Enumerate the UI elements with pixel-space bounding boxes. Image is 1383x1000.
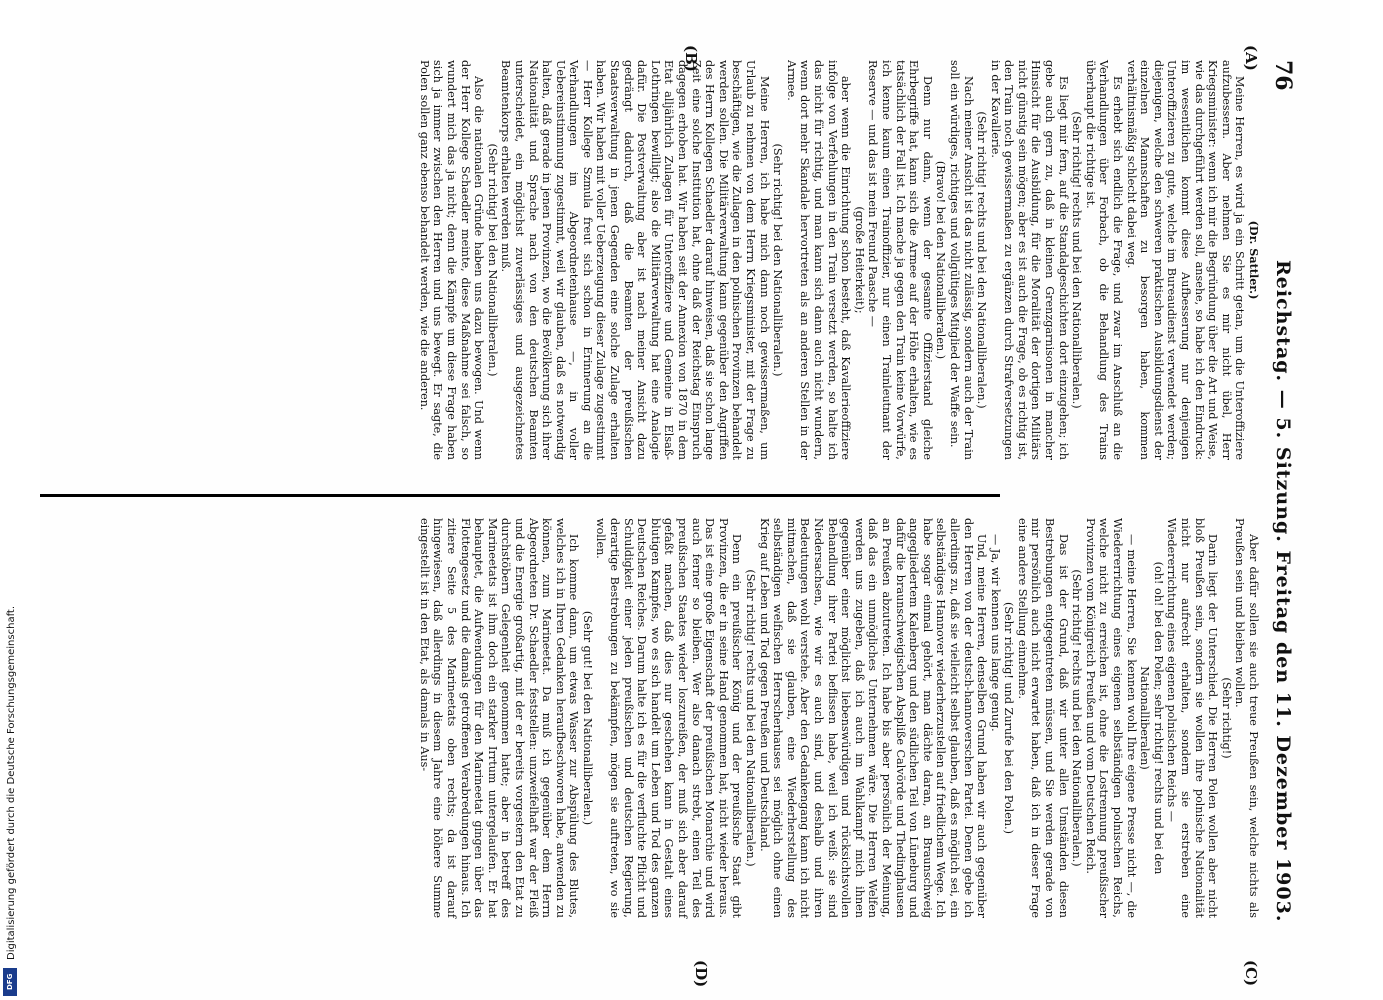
- speaker-name: (Dr. Sattler.): [1247, 220, 1261, 300]
- page-header: [1268, 60, 1298, 940]
- header-title: Reichstag. — 5. Sitzung. Freitag den 11. Dezember 1903.: [1272, 260, 1294, 923]
- scanned-page: [40, 0, 1350, 1000]
- margin-letter-d: (D): [692, 960, 710, 988]
- paragraph: — meine Herren, Sie kennen wohl Ihre eigene Presse nicht —, die Wiedererrichtung eines eigenen selbständigen polnischen Reichs, welche nicht zu erreichen ist, ohne die Lostrennung preußischer Provinzen vom Königreich Preußen und vom Deutschen Reich.: [1083, 518, 1138, 918]
- interjection: (Sehr gut! bei den Nationalliberalen.): [580, 610, 594, 826]
- interjection: (Bravo! bei den Nationalliberalen.): [934, 160, 948, 360]
- paragraph: Denn ein preußischer König und der preußische Staat gibt Provinzen, die er in seine Hand genommen hat, nicht wieder heraus. Das ist eine große Eigenschaft der preußischen Monarchie und wird auch ferner so bleiben. Wer also danach strebt, einen Teil des preußischen Staates wieder loszureißen, der muß sich aber darauf gefaßt machen, daß dies nur geschehen kann in Gestalt eines blutigen Kampfes, wo es sich handelt um Leben und Tod des ganzen Deutschen Reiches. Darum halte ich es für die verfluchte Pflicht und Schuldigkeit einer jeden preußischen und deutschen Regierung, derartige Bestrebungen zu bekämpfen, mögen sie auftreten, wo sie wollen.: [594, 518, 744, 918]
- paragraph: Nach meiner Ansicht ist das nicht zulässig, sondern auch der Train soll ein würdiges, richtiges und vollgültiges Mitglied der Waffe sein.: [947, 60, 975, 460]
- column-divider: [40, 494, 1000, 497]
- paragraph: Das ist der Grund, daß wir unter allen Umständen diesen Bestrebungen entgegentreten müssen, und Sie werden gerade von mir persönlich auch nicht erwartet haben, daß ich in dieser Frage eine andere Stellung einnehme.: [1015, 518, 1070, 918]
- left-column: [417, 60, 1260, 460]
- interjection: (Sehr richtig! bei den Nationalliberalen.): [771, 143, 785, 377]
- footer-credit-strip: [2, 0, 28, 1000]
- dfg-logo: DFG: [3, 968, 17, 996]
- paragraph: Also die nationalen Gründe haben uns dazu bewogen. Und wenn der Herr Kollege Schaedler meinte, diese Maßnahme sei falsch, so wundert mich das ja nicht; denn die Kämpfe um diese Frage haben sich ja immer zwischen den Herren und uns bewegt. Er sagte, die Polen sollen ganz ebenso behandelt werden, wie die anderen.: [417, 60, 486, 460]
- paragraph: Meine Herren, es wird ja ein Schritt getan, um die Unteroffiziere aufzubessern. Aber nehmen Sie es mir nicht übel, Herr Kriegsminister: wenn ich mir die Begründung über die Art und Weise, wie das durchgeführt werden soll, ansehe, so habe ich den Eindruck: im wesentlichen kommt diese Aufbesserung nur denjenigen Unteroffizieren zu gute, welche im Bureaudienst verwendet werden; diejenigen, welche den schweren praktischen Ausbildungsdienst der einzelnen Mannschaften zu besorgen haben, kommen verhältnismäßig schlecht dabei weg.: [1124, 60, 1247, 460]
- interjection: (Sehr richtig! rechts und bei den Nationalliberalen.): [1070, 569, 1084, 867]
- interjection: (Sehr richtig! rechts und bei den Nationalliberalen.): [975, 111, 989, 409]
- interjection: (oh! oh! bei den Polen; sehr richtig! rechts und bei den Nationalliberalen): [1138, 561, 1165, 875]
- paragraph: Meine Herren, ich habe mich dann noch gewissermaßen, um Urlaub zu nehmen von dem Herrn Kriegsminister, mit der Frage zu beschäftigen, wie die Zulagen in den polnischen Provinzen behandelt werden sollen. Die Militärverwaltung kann gegenüber den Angriffen des Herrn Kollegen Schaedler darauf hinweisen, daß sie schon lange Zeit eine solche Institution hat, ohne daß der Reichstag Einspruch dagegen erhoben hat. Wir haben seit der Annexion von 1870 in dem Etat alljährlich Zulagen für Unteroffiziere und Gemeine in Elsaß-Lothringen bewilligt; also die Militärverwaltung hat eine Analogie dafür. Die Postverwaltung aber ist nach meiner Ansicht dazu gedrängt dadurch, daß die Beamten der preußischen Staatsverwaltung in jenen Gegenden eine solche Zulage erhalten haben. Wir haben mit voller Ueberzeugung dieser Zulage zugestimmt — Herr Kollege Szmula freut sich schon in Erinnerung an die Verhandlungen im Abgeordnetenhause —, in voller Uebereinstimmung zugestimmt, weil wir glauben, daß es notwendig halten, daß gerade in jenen Provinzen, wo die Bevölkerung sich ihrer Nationalität und Sprache nach von den deutschen Beamten unterscheidet, ein möglichst zuverlässiges und ausgezeichnetes Beamtenkorps erhalten werden muß.: [499, 60, 771, 460]
- interjection: (große Heiterkeit);: [852, 206, 866, 314]
- interjection: (Sehr richtig! und Zurufe bei den Polen.): [1002, 601, 1016, 834]
- interjection: (Sehr richtig! bei den Nationalliberalen.): [485, 143, 499, 377]
- margin-letter-c: (C): [1242, 960, 1260, 987]
- interjection: (Sehr richtig! rechts und bei den Nationalliberalen.): [1070, 111, 1084, 409]
- interjection: (Sehr richtig!): [1219, 677, 1233, 759]
- paragraph: Ich komme dann, um etwas Wasser zur Abspülung des Blutes, welches ich in Ihren Gedanken heraufbeschworen habe, anwenden zu können, zum Marineetat. Da muß ich gegenüber dem Herrn Abgeordneten Dr. Schaedler feststellen: unzweifelhaft war der Fleiß und die Energie großartig, mit der er bereits vorgestern den Etat zu durchstöbern Gelegenheit genommen hatte; aber in betreff des Marineetats ist ihm doch ein starker Irrtum untergelaufen. Er hat behauptet, die Aufwendungen für den Marineetat gingen über das Flottengesetz und die damals getroffenen Verabredungen hinaus. Ich zitiere Seite 5 des Marineetats oben rechts; da ist darauf hingewiesen, daß allerdings in diesem Jahre eine höhere Summe eingestellt ist in den Etat, als damals in Aus-: [417, 518, 581, 918]
- paragraph: Aber dafür sollen sie auch treue Preußen sein, welche nichts als Preußen sein und bleiben wollen.: [1233, 518, 1260, 918]
- paragraph: aber wenn die Einrichtung schon besteht, daß Kavallerieoffiziere infolge von Verfehlungen in den Train versetzt werden, so halte ich das nicht für richtig, und man kann sich dann auch nicht wundern, wenn dort mehr Skandale hervortreten als an anderen Stellen in der Armee.: [784, 60, 853, 460]
- paragraph: Und, meine Herren, denselben Grund haben wir auch gegenüber den Herren von der deutsch-hannoverschen Partei. Denen gebe ich allerdings zu, daß sie vielleicht selbst glauben, daß es möglich sei, ein selbständiges Hannover wiederherzustellen auf friedlichem Wege. Ich habe sogar einmal gehört, man dächte daran, an Braunschweig angegliedertem Kalenberg und den südlichen Teil von Lüneburg und dafür die braunschweigischen Abspliße Calvörde und Thedinghausen an Preußen abzutreten. Ich habe bis aber persönlich der Meinung, daß das ein unmögliches Unternehmen wäre. Die Herren Welfen werden uns zugeben, daß ich auch im Wahlkampf mich ihnen gegenüber einer möglichst liebenswürdigen und rücksichtsvollen Behandlung ihrer Partei beflissen habe, weil ich weiß: sie sind Niedersachsen, wie wir es auch sind, und deshalb und ihren Bedeutungen wohl verstehe. Aber den Gedankengang kann ich nicht mitmachen, daß sie glauben, eine Wiederherstellung des selbständigen welfischen Herrscherhauses sei möglich ohne einen Krieg auf Leben und Tod gegen Preußen und Deutschland.: [757, 518, 989, 918]
- paragraph: Es erhebt sich endlich die Frage, und zwar im Anschluß an die Verhandlungen über Forbach, ob die Behandlung des Trains überhaupt die richtige ist.: [1083, 60, 1125, 460]
- footer-credit-text: Digitalisierung gefördert durch die Deutsche Forschungsgemeinschaft.: [6, 605, 17, 960]
- paragraph: Darin liegt der Unterschied. Die Herren Polen wollen aber nicht bloß Preußen sein, sondern sie wollen ihre polnische Nationalität nicht nur aufrecht erhalten, sondern sie erstreben eine Wiedererrichtung eines eigenen polnischen Reichs —: [1165, 518, 1220, 918]
- margin-letter-b: (B): [682, 45, 700, 72]
- rotated-page-content: [40, 0, 1350, 1000]
- interjection: (Sehr richtig! rechts und bei den Nationalliberalen.): [744, 569, 758, 867]
- paragraph: Denn nur dann, wenn der gesamte Offizierstand gleiche Ehrbegriffe hat, kann sich die Armee auf der Höhe erhalten, wie es tatsächlich der Fall ist. Ich mache ja gegen den Train keine Vorwürfe, ich kenne kaum einen Trainoffizier, nur einen Trainleutnant der Reserve — und das ist mein Freund Paasche —: [866, 60, 934, 460]
- page-number: 76: [1270, 60, 1296, 91]
- margin-letter-a: (A): [1242, 45, 1260, 71]
- paragraph: — Ja, wir kennen uns lange genug.: [988, 534, 1002, 732]
- right-column: [417, 518, 1260, 918]
- paragraph: Es liegt mir fern, auf die Standalgeschichten dort einzugehen; ich gebe auch gern zu, daß in kleinen Grenzgarnisonen in mancher Hinsicht für die Ausbildung, für die Moralität der dortigen Militärs nicht günstig sein mögen; aber es ist auch die Frage, ob es richtig ist, den Train noch gewissermaßen zu ergänzen durch Strafversetzungen in der Kavallerie.: [988, 60, 1070, 460]
